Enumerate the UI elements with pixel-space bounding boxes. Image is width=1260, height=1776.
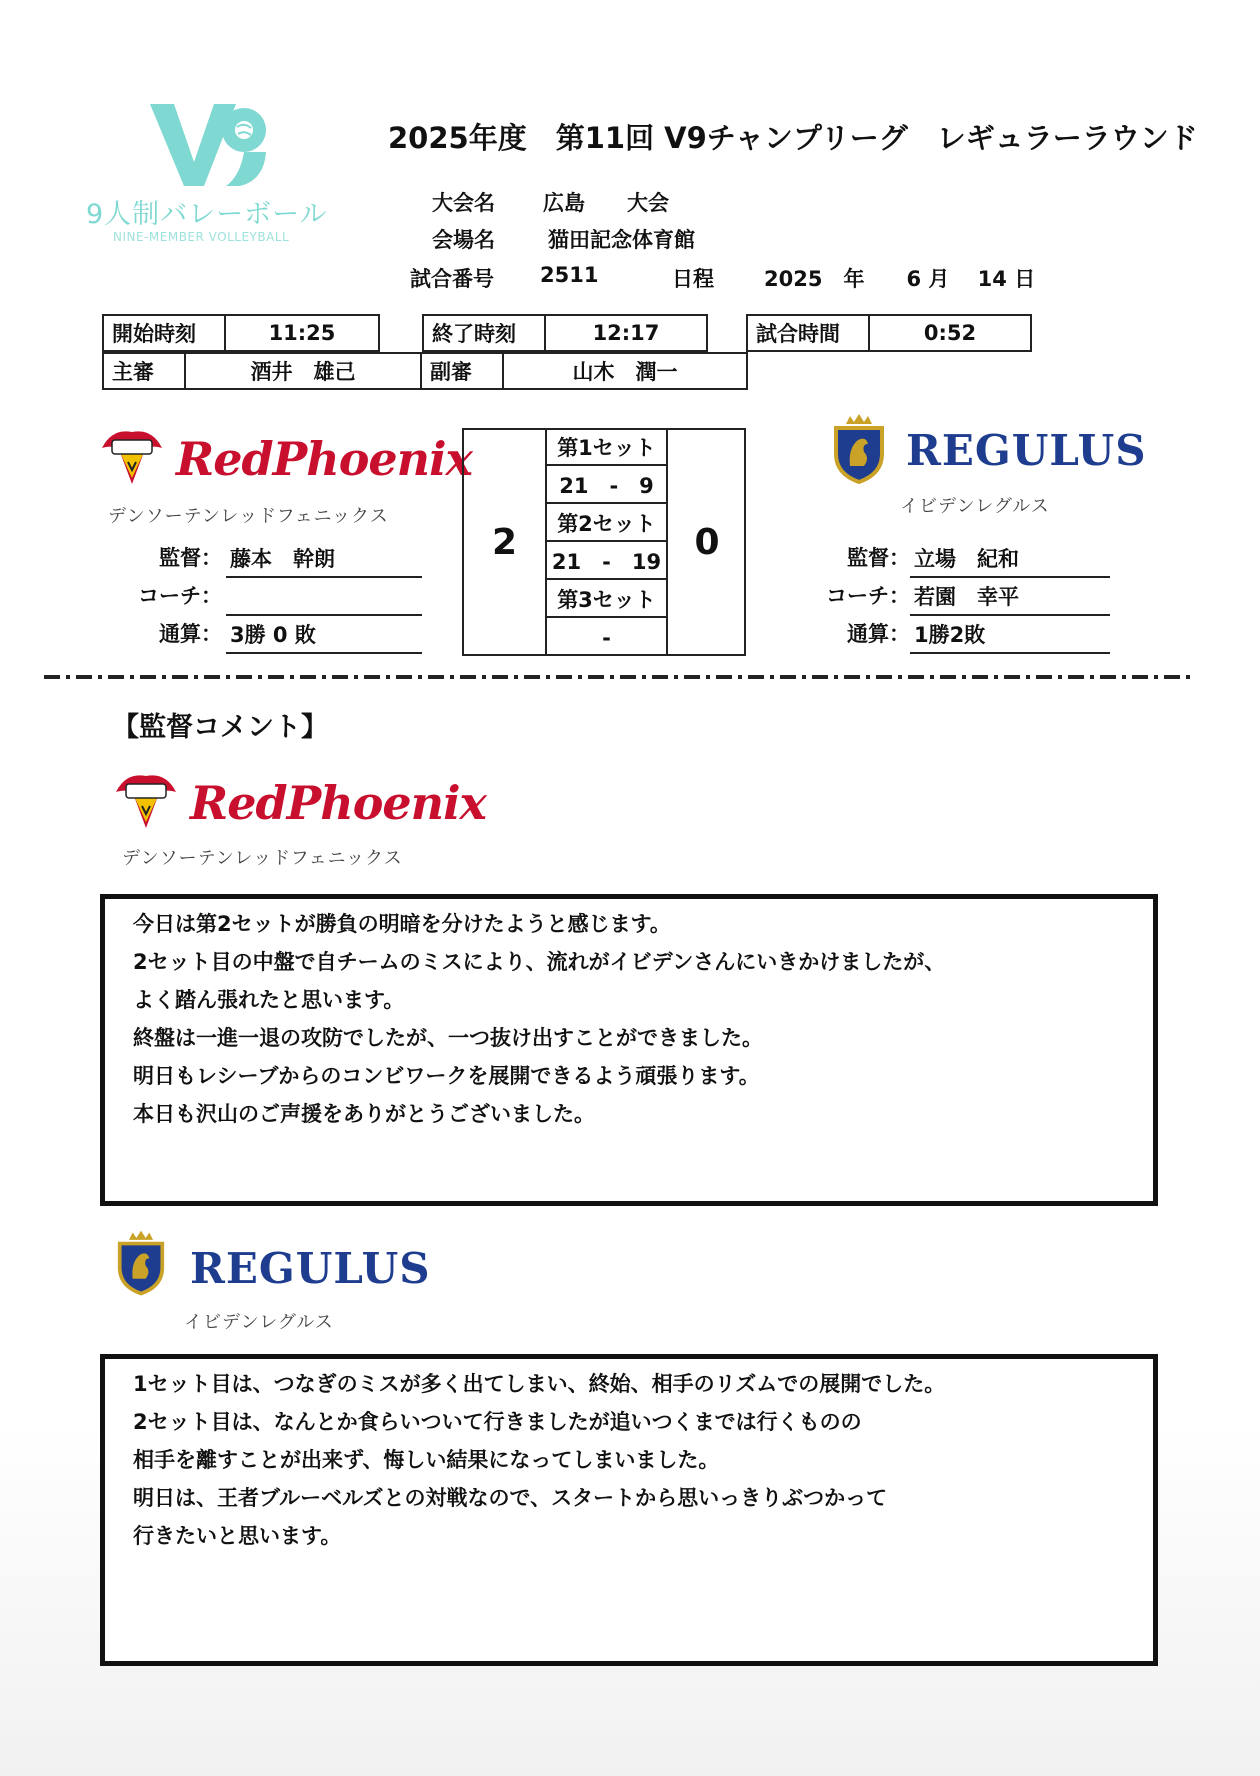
home-comment-line: 明日もレシーブからのコンビワークを展開できるよう頑張ります。 bbox=[133, 1064, 760, 1088]
home-comment-line: 今日は第2セットが勝負の明暗を分けたようと感じます。 bbox=[133, 912, 671, 936]
end-time-table bbox=[422, 314, 708, 352]
away-logo-text: REGULUS bbox=[906, 426, 1147, 475]
venue-label: 会場名 bbox=[432, 228, 495, 252]
end-time-value: 12:17 bbox=[545, 315, 707, 351]
referee-value: 酒井 雄己 bbox=[185, 353, 421, 389]
start-time-label: 開始時刻 bbox=[103, 315, 225, 351]
away-record: 1勝2敗 bbox=[910, 618, 1110, 654]
home-record: 3勝 0 敗 bbox=[226, 618, 422, 654]
tournament-value: 広島 大会 bbox=[543, 191, 669, 215]
home-comment-logo-text: RedPhoenix bbox=[190, 776, 486, 830]
end-time-label: 終了時刻 bbox=[423, 315, 545, 351]
regulus-crest-icon bbox=[116, 1230, 166, 1296]
date-label: 日程 bbox=[672, 267, 714, 291]
home-record-label: 通算： bbox=[159, 622, 222, 646]
page-title: 2025年度 第11回 V9チャンプリーグ レギュラーラウンド bbox=[388, 121, 1198, 155]
home-team-name: デンソーテンレッドフェニックス bbox=[108, 506, 389, 527]
start-time-value: 11:25 bbox=[225, 315, 379, 351]
set3-score: - bbox=[602, 626, 611, 650]
duration-value: 0:52 bbox=[869, 315, 1031, 351]
away-team-logo bbox=[832, 414, 1147, 484]
home-comment-line: 終盤は一進一退の攻防でしたが、一つ抜け出すことができました。 bbox=[133, 1026, 763, 1050]
duration-label: 試合時間 bbox=[747, 315, 869, 351]
away-head-coach-label: 監督： bbox=[847, 546, 910, 570]
home-comment-box bbox=[100, 894, 1158, 1206]
away-comment-line: 行きたいと思います。 bbox=[133, 1524, 342, 1548]
set1-score: 21 - 9 bbox=[547, 468, 666, 504]
away-comment-line: 明日は、王者ブルーベルズとの対戦なので、スタートから思いっきりぶつかって bbox=[133, 1486, 888, 1510]
away-sets-won: 0 bbox=[694, 522, 720, 563]
v9-logo-en: NINE-MEMBER VOLLEYBALL bbox=[113, 230, 290, 244]
set2-score: 21 - 19 bbox=[547, 544, 666, 580]
away-comment-box bbox=[100, 1354, 1158, 1666]
comments-heading: 【監督コメント】 bbox=[112, 712, 328, 743]
regulus-crest-icon bbox=[832, 414, 886, 484]
away-comment-line: 1セット目は、つなぎのミスが多く出てしまい、終始、相手のリズムでの展開でした。 bbox=[133, 1372, 946, 1396]
home-head-coach-label: 監督： bbox=[159, 546, 222, 570]
referee-label: 主審 bbox=[103, 353, 185, 389]
v9-logo-jp: 9人制バレーボール bbox=[86, 199, 328, 230]
away-comment-logo bbox=[116, 1230, 431, 1300]
away-team-name: イビデンレグルス bbox=[900, 496, 1050, 517]
away-coach: 若園 幸平 bbox=[910, 580, 1110, 616]
sub-referee-label: 副審 bbox=[421, 353, 503, 389]
away-record-label: 通算： bbox=[847, 622, 910, 646]
home-coach-label: コーチ： bbox=[138, 584, 222, 608]
venue-value: 猫田記念体育館 bbox=[548, 228, 695, 252]
referee-table bbox=[102, 352, 748, 390]
home-comment-line: 本日も沢山のご声援をありがとうございました。 bbox=[133, 1102, 595, 1126]
sub-referee-value: 山木 潤一 bbox=[503, 353, 747, 389]
duration-table bbox=[746, 314, 1032, 352]
v9-league-logo bbox=[78, 100, 338, 250]
phoenix-emblem-icon bbox=[112, 766, 180, 834]
match-no-label: 試合番号 bbox=[410, 267, 494, 291]
home-sets-column bbox=[464, 430, 547, 654]
section-divider bbox=[44, 675, 1196, 679]
home-comment-line: 2セット目の中盤で自チームのミスにより、流れがイビデンさんにいきかけましたが、 bbox=[133, 950, 946, 974]
home-coach bbox=[226, 580, 422, 616]
phoenix-emblem-icon bbox=[98, 422, 166, 490]
away-comment-line: 2セット目は、なんとか食らいついて行きましたが追いつくまでは行くものの bbox=[133, 1410, 862, 1434]
home-team-logo bbox=[98, 422, 472, 494]
v9-mark-icon bbox=[148, 100, 268, 190]
match-no-value: 2511 bbox=[540, 263, 599, 287]
away-comment-team-name: イビデンレグルス bbox=[184, 1312, 334, 1333]
away-comment-logo-text: REGULUS bbox=[190, 1244, 431, 1293]
away-head-coach: 立場 紀和 bbox=[910, 542, 1110, 578]
score-box bbox=[462, 428, 746, 656]
home-sets-won: 2 bbox=[491, 522, 518, 563]
home-comment-logo bbox=[112, 766, 486, 836]
home-logo-text: RedPhoenix bbox=[176, 432, 472, 486]
home-head-coach: 藤本 幹朗 bbox=[226, 542, 422, 578]
set3-label: 第3セット bbox=[547, 582, 666, 618]
tournament-label: 大会名 bbox=[432, 191, 495, 215]
away-sets-column bbox=[666, 430, 746, 654]
set2-label: 第2セット bbox=[547, 506, 666, 542]
home-comment-line: よく踏ん張れたと思います。 bbox=[133, 988, 405, 1012]
away-coach-label: コーチ： bbox=[826, 584, 910, 608]
date-value: 2025 年 6 月 14 日 bbox=[764, 267, 1036, 291]
away-comment-line: 相手を離すことが出来ず、悔しい結果になってしまいました。 bbox=[133, 1448, 720, 1472]
start-time-table bbox=[102, 314, 380, 352]
set1-label: 第1セット bbox=[547, 430, 666, 466]
home-comment-team-name: デンソーテンレッドフェニックス bbox=[122, 848, 403, 869]
